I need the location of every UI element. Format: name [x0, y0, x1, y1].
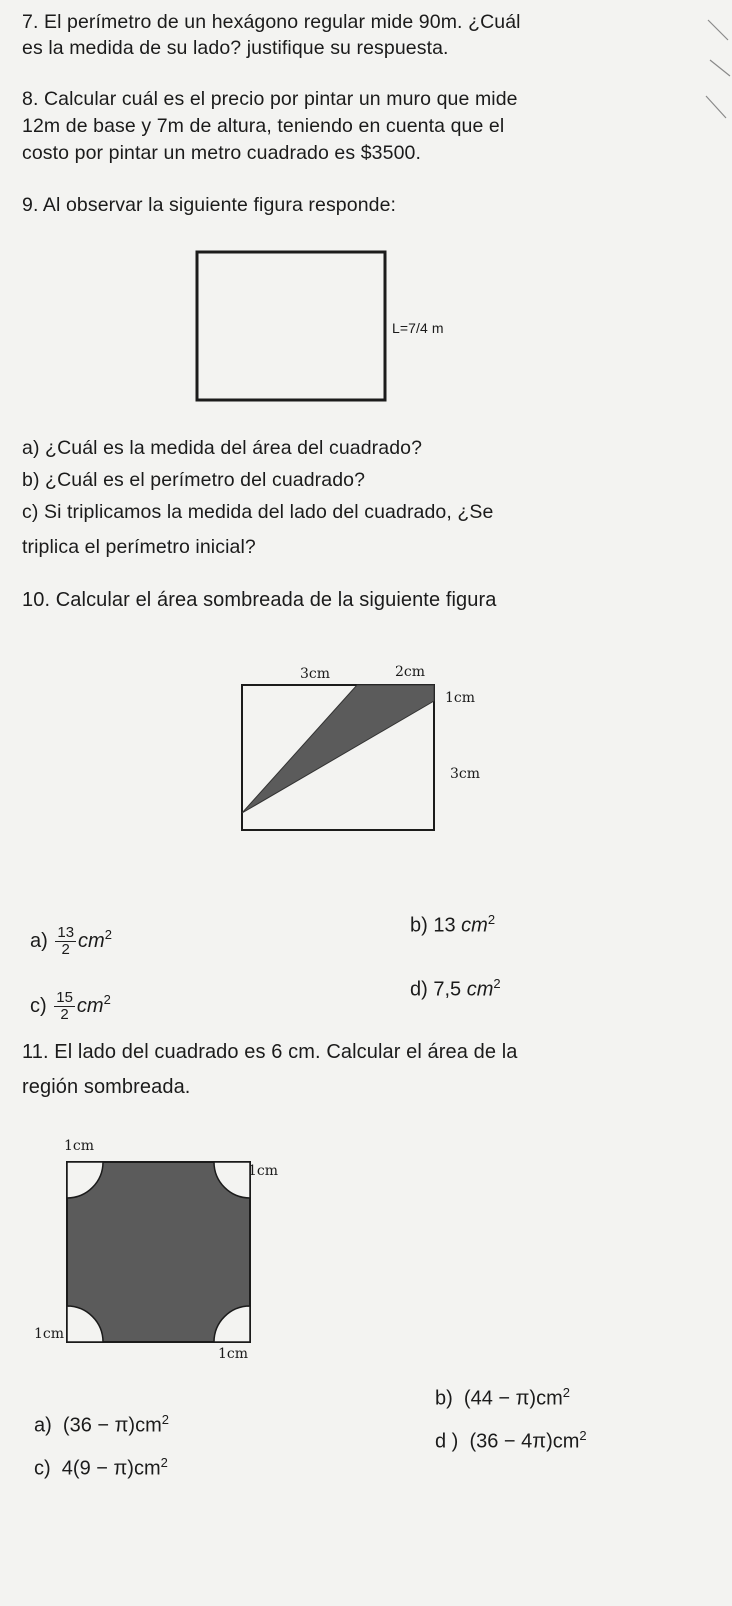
q11-option-c: c) $4(9 - \pi)cm^2$: [34, 1455, 168, 1480]
q9-c2: triplica el perímetro inicial?: [22, 536, 256, 558]
shaded-square: [67, 1162, 250, 1342]
q11-line1: 11. El lado del cuadrado es 6 cm. Calcular el área de la: [22, 1041, 518, 1063]
q11-option-b: b) $(44 - \pi)cm^2$: [435, 1385, 570, 1410]
square-shape: [197, 252, 385, 400]
q9-c1: c) Si triplicamos la medida del lado del cuadrado, ¿Se: [22, 501, 494, 523]
shaded-triangle: [242, 685, 434, 813]
q7-line2: es la medida de su lado? justifique su respuesta.: [22, 37, 449, 59]
q10-rectangle-figure: [240, 665, 440, 837]
q11-square-figure: [65, 1160, 255, 1350]
q10-label-3cm-right: 3cm: [450, 766, 481, 782]
q10-label-3cm-top: 3cm: [300, 666, 331, 682]
q11-option-a: a) $(36 - \pi)cm^2$: [34, 1412, 169, 1437]
q9-b: b) ¿Cuál es el perímetro del cuadrado?: [22, 469, 366, 491]
q9-title: 9. Al observar la siguiente figura responde:: [22, 194, 397, 216]
q8-line1: 8. Calcular cuál es el precio por pintar un muro que mide: [22, 88, 518, 110]
q11-line2: región sombreada.: [22, 1076, 191, 1098]
q9-side-label: L=7/4 m: [392, 320, 444, 336]
q10-label-2cm-top: 2cm: [395, 664, 426, 680]
q10-title: 10. Calcular el área sombreada de la siguiente figura: [22, 589, 497, 611]
q8-line3: costo por pintar un metro cuadrado es $3500.: [22, 142, 421, 164]
q10-option-b: b) 13 $cm^2$: [410, 912, 496, 937]
q11-label-bottom-left: 1cm: [34, 1326, 65, 1342]
q11-label-top-right: 1cm: [248, 1163, 279, 1179]
page-edge-marks: [702, 0, 732, 1606]
q10-label-1cm-right: 1cm: [445, 690, 476, 706]
q11-label-bottom-right: 1cm: [218, 1346, 249, 1362]
q9-a: a) ¿Cuál es la medida del área del cuadrado?: [22, 437, 423, 459]
q10-option-c: c) $\frac{15}{2}$ $cm^2$: [30, 989, 111, 1023]
q10-option-d: d) 7,5 $cm^2$: [410, 976, 501, 1001]
q10-option-a: a) $\frac{13}{2}$ $cm^2$: [30, 924, 112, 958]
q11-option-d: d ) $(36 - 4\pi)cm^2$: [435, 1428, 587, 1453]
q11-label-top-left: 1cm: [64, 1138, 95, 1154]
q7-line1: 7. El perímetro de un hexágono regular mide 90m. ¿Cuál: [22, 11, 521, 33]
q8-line2: 12m de base y 7m de altura, teniendo en cuenta que el: [22, 115, 505, 137]
